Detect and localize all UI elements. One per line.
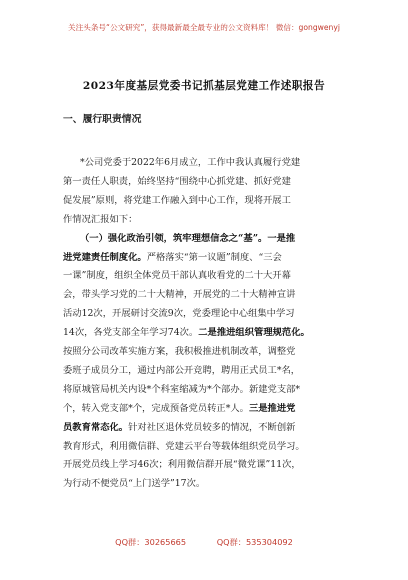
body-text: 严格落实“第一议题”制度、“三会 xyxy=(146,251,282,263)
section-heading: 一、履行职责情况 xyxy=(63,114,142,125)
body-text: 作情况汇报如下： xyxy=(63,213,138,225)
bold-text: 进党建责任制度化。 xyxy=(63,251,147,263)
body-text: 按照分公司改革实施方案，我积极推进机制改革，调整党 xyxy=(63,346,296,357)
body-text: *公司党委于2022年6月成立，工作中我认真履行党建 xyxy=(80,157,301,168)
body-line xyxy=(63,403,295,415)
body-line xyxy=(63,214,137,226)
body-text: 针对社区退休党员较多的情况，不断创新 xyxy=(128,421,296,433)
body-line xyxy=(63,270,291,282)
body-text: 为行动不便党员“上门送学”17次。 xyxy=(63,478,206,490)
top-banner: 关注头条号“公文研究”，获得最新最全最专业的公文资料库！ 微信：gongwenyj xyxy=(68,23,340,32)
bold-text: 员教育常态化。 xyxy=(63,421,129,433)
body-line xyxy=(63,459,301,471)
body-text: 教育形式，利用微信群、党建云平台等载体组织党员学习。 xyxy=(63,440,305,452)
document-title: 2023年度基层党委书记抓基层党建工作述职报告 xyxy=(82,80,326,92)
body-text: 委班子成员分工，通过内部公开竞聘，聘用正式员工*名， xyxy=(63,364,301,376)
body-text: 促发展”原则，将党建工作融入到中心工作，现将开展工 xyxy=(63,194,291,206)
body-line xyxy=(63,365,300,377)
body-line xyxy=(63,327,310,339)
body-line xyxy=(63,422,295,434)
body-line xyxy=(63,289,295,301)
bold-text: 二是推进组织管理规范化。 xyxy=(198,327,310,339)
body-text: 一课”制度，组织全体党员干部认真收看党的二十大开幕 xyxy=(63,270,291,282)
body-line xyxy=(80,233,295,245)
body-line xyxy=(63,308,295,320)
body-line xyxy=(63,176,291,188)
body-line xyxy=(63,252,282,264)
body-text: 活动12次，开展研讨交流9次，党委理论中心组集中学习 xyxy=(63,308,295,320)
body-text: 开展党员线上学习46次；利用微信群开展“微党课”11次， xyxy=(63,459,301,471)
footer-qq-group-1: QQ群：30265665 xyxy=(115,537,187,547)
bold-text: 三是推进党 xyxy=(248,402,296,414)
body-line xyxy=(63,384,300,396)
body-text: 个，转入党支部*个，完成预备党员转正*人。 xyxy=(63,402,249,414)
body-line xyxy=(63,441,305,453)
body-text: 将原城管局机关内设*个科室缩减为*个部办。新建党支部* xyxy=(63,383,301,395)
bold-text: （一）强化政治引领，筑牢理想信念之“基”。一是推 xyxy=(80,232,296,244)
body-text: 会，带头学习党的二十大精神，开展党的二十大精神宣讲 xyxy=(63,289,296,301)
body-line xyxy=(63,478,205,490)
body-text: 第一责任人职责，始终坚持“围绕中心抓党建、抓好党建 xyxy=(63,175,291,187)
footer-qq-group-2: QQ群：535304092 xyxy=(216,537,293,547)
body-text: 14次，各党支部全年学习74次。 xyxy=(63,327,199,339)
footer xyxy=(0,537,408,548)
body-line xyxy=(80,157,300,169)
body-line xyxy=(63,195,291,207)
body-line xyxy=(63,346,295,358)
